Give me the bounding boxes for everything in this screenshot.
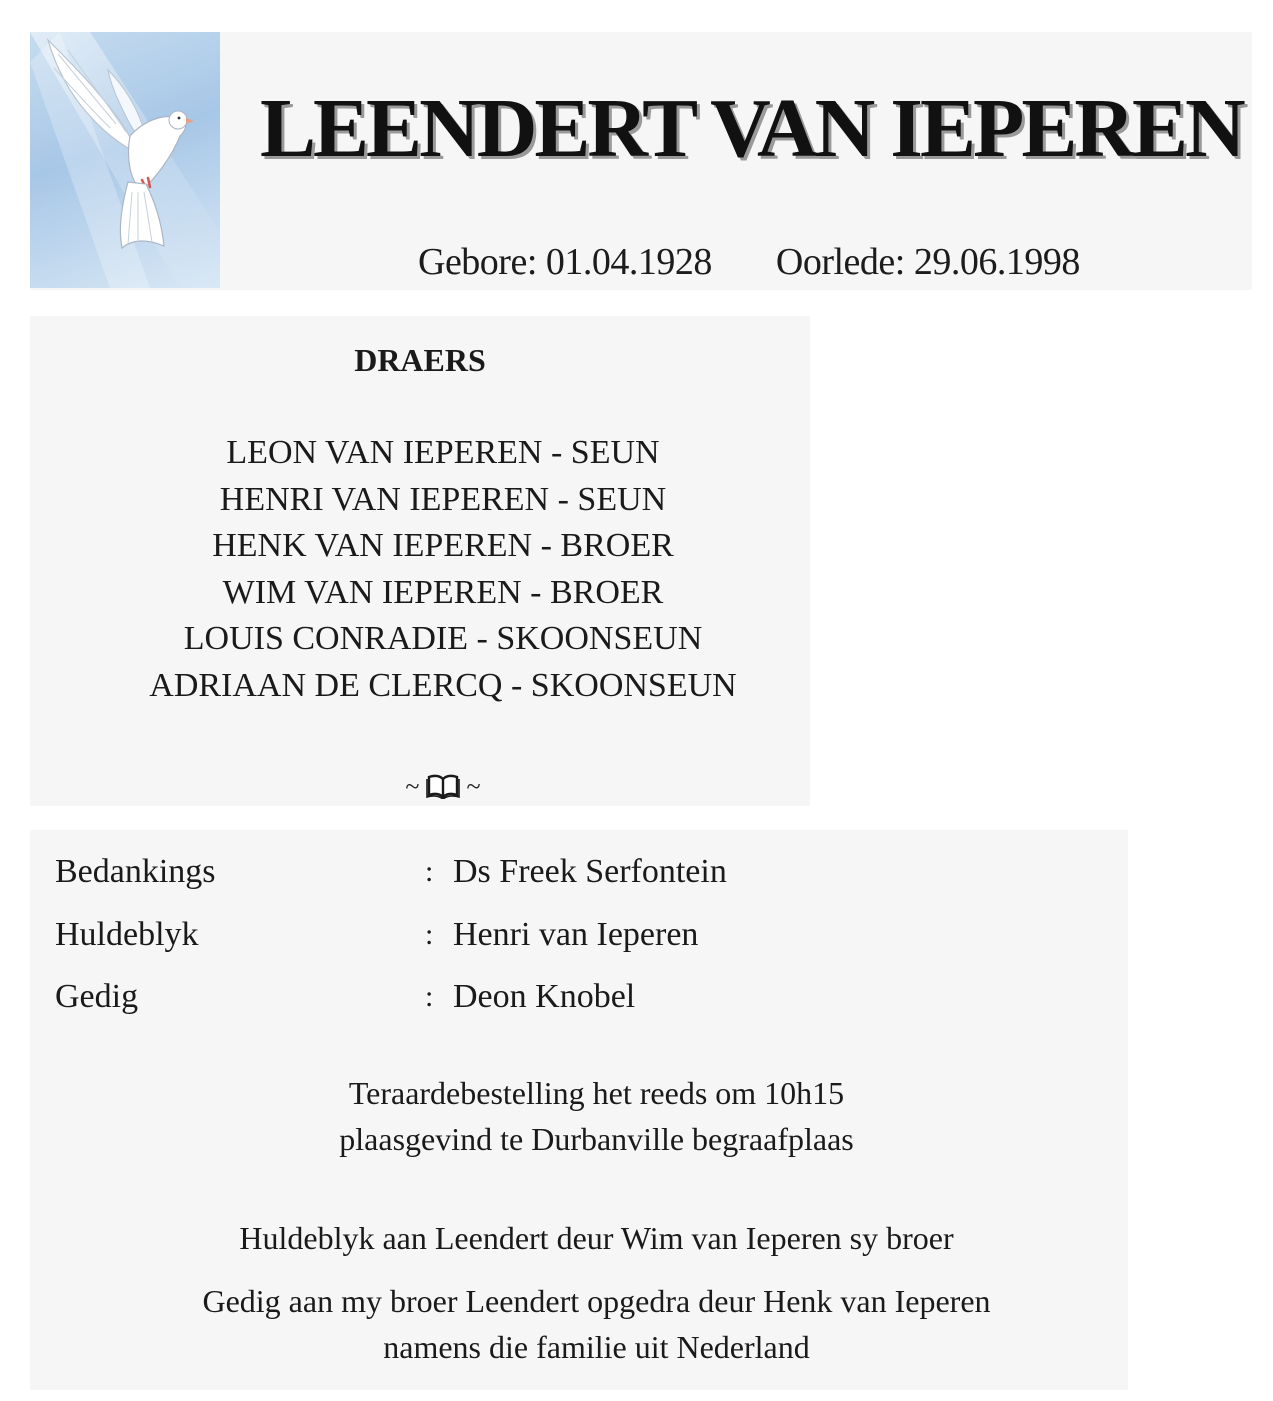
program-value: Ds Freek Serfontein [453,853,727,890]
bearers-title: DRAERS [354,342,486,378]
born-date: 01.04.1928 [545,241,712,283]
bearer-item: LOUIS CONRADIE - SKOONSEUN [183,620,703,657]
program-value: Henri van Ieperen [453,916,699,953]
burial-note-line-1: Teraardebestelling het reeds om 10h15 [348,1075,845,1111]
bearer-item: HENK VAN IEPEREN - BROER [212,527,674,564]
program-row-huldeblyk [55,913,1115,957]
open-book-icon [426,773,460,799]
program-colon: : [425,855,434,888]
bearer-item: WIM VAN IEPEREN - BROER [222,573,664,611]
program-label: Bedankings [55,853,216,890]
dove-image [30,32,220,288]
bearer-item: LEON VAN IEPEREN - SEUN [226,434,660,471]
tribute-note: Huldeblyk aan Leendert deur Wim van Ieperen sy broer [239,1220,954,1256]
dates-line [418,240,1118,284]
ornament-tilde-left: ~ [405,772,420,801]
born-label: Gebore: [418,241,537,283]
burial-note-line-2: plaasgevind te Durbanville begraafplaas [339,1121,854,1157]
poem-note-line-1: Gedig aan my broer Leendert opgedra deur Henk van Ieperen [202,1283,991,1319]
ornament-tilde-right: ~ [466,772,481,801]
program-colon: : [425,918,434,951]
bearers-list [30,430,856,709]
program-colon: : [425,980,434,1013]
program-row-bedankings [55,850,1115,894]
program-label: Huldeblyk [55,916,199,953]
died-date: 29.06.1998 [913,241,1080,283]
program-row-gedig [55,975,1115,1019]
program-panel [30,830,1128,1390]
program-label: Gedig [55,978,139,1015]
header-panel [30,32,1252,290]
bearer-item: HENRI VAN IEPEREN - SEUN [219,480,667,518]
bearers-panel [30,316,810,806]
deceased-name: LEENDERT VAN IEPEREN [260,82,1243,175]
poem-note-line-2: namens die familie uit Nederland [383,1329,810,1365]
book-ornament [30,772,856,802]
died-label: Oorlede: [775,241,905,283]
program-value: Deon Knobel [453,978,636,1015]
bearer-item: ADRIAAN DE CLERCQ - SKOONSEUN [149,666,737,704]
dove-icon [30,32,220,288]
